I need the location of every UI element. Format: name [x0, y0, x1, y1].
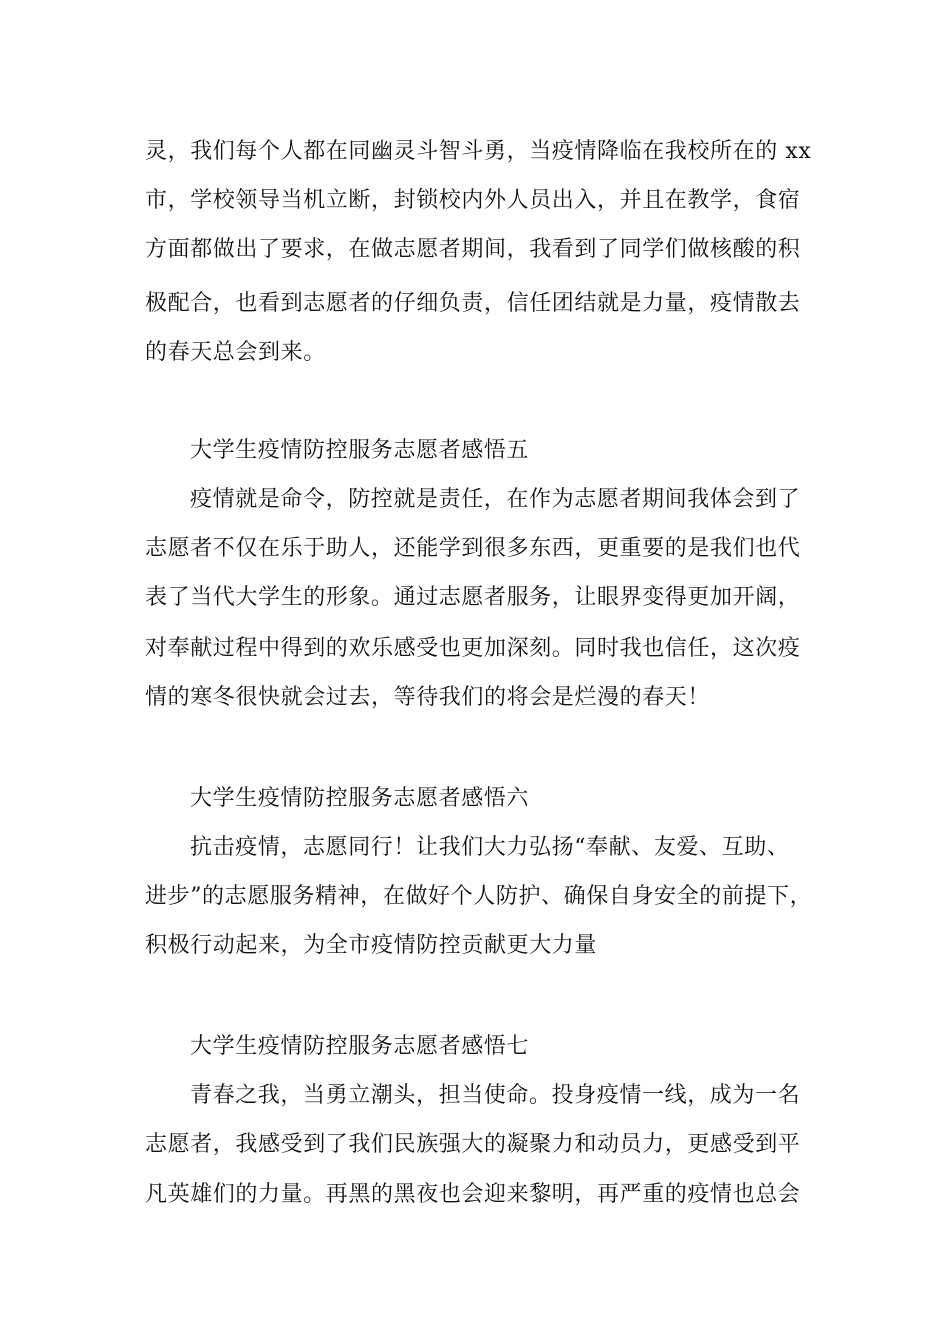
paragraph-line: 对奉献过程中得到的欢乐感受也更加深刻。同时我也信任，这次疫 — [145, 636, 801, 661]
paragraph-line: 抗击疫情，志愿同行！让我们大力弘扬“奉献、友爱、互助、 — [190, 835, 790, 860]
paragraph-line: 的春天总会到来。 — [145, 340, 326, 365]
paragraph-line: 方面都做出了要求，在做志愿者期间，我看到了同学们做核酸的积 — [145, 237, 801, 262]
paragraph-line: 进步”的志愿服务精神，在做好个人防护、确保自身安全的前提下， — [145, 884, 813, 909]
paragraph-line: 志愿者不仅在乐于助人，还能学到很多东西，更重要的是我们也代 — [145, 536, 801, 561]
paragraph-line: 市，学校领导当机立断，封锁校内外人员出入，并且在教学，食宿 — [145, 188, 801, 213]
paragraph-line: 表了当代大学生的形象。通过志愿者服务，让眼界变得更加开阔， — [145, 585, 801, 610]
paragraph-line: 青春之我，当勇立潮头，担当使命。投身疫情一线，成为一名 — [190, 1083, 801, 1108]
section-heading: 大学生疫情防控服务志愿者感悟五 — [190, 438, 530, 463]
section-heading: 大学生疫情防控服务志愿者感悟六 — [190, 786, 530, 811]
paragraph-line: 情的寒冬很快就会过去，等待我们的将会是烂漫的春天！ — [145, 685, 711, 710]
paragraph-line: 积极行动起来，为全市疫情防控贡献更大力量 — [145, 933, 598, 958]
section-heading: 大学生疫情防控服务志愿者感悟七 — [190, 1034, 530, 1059]
paragraph-line: 凡英雄们的力量。再黑的黑夜也会迎来黎明，再严重的疫情也总会 — [145, 1182, 801, 1207]
paragraph-line: 志愿者，我感受到了我们民族强大的凝聚力和动员力，更感受到平 — [145, 1132, 801, 1157]
paragraph-line: 灵，我们每个人都在同幽灵斗智斗勇，当疫情降临在我校所在的 xx — [145, 139, 812, 164]
paragraph-line: 疫情就是命令，防控就是责任，在作为志愿者期间我体会到了 — [190, 487, 801, 512]
paragraph-line: 极配合，也看到志愿者的仔细负责，信任团结就是力量，疫情散去 — [145, 291, 801, 316]
